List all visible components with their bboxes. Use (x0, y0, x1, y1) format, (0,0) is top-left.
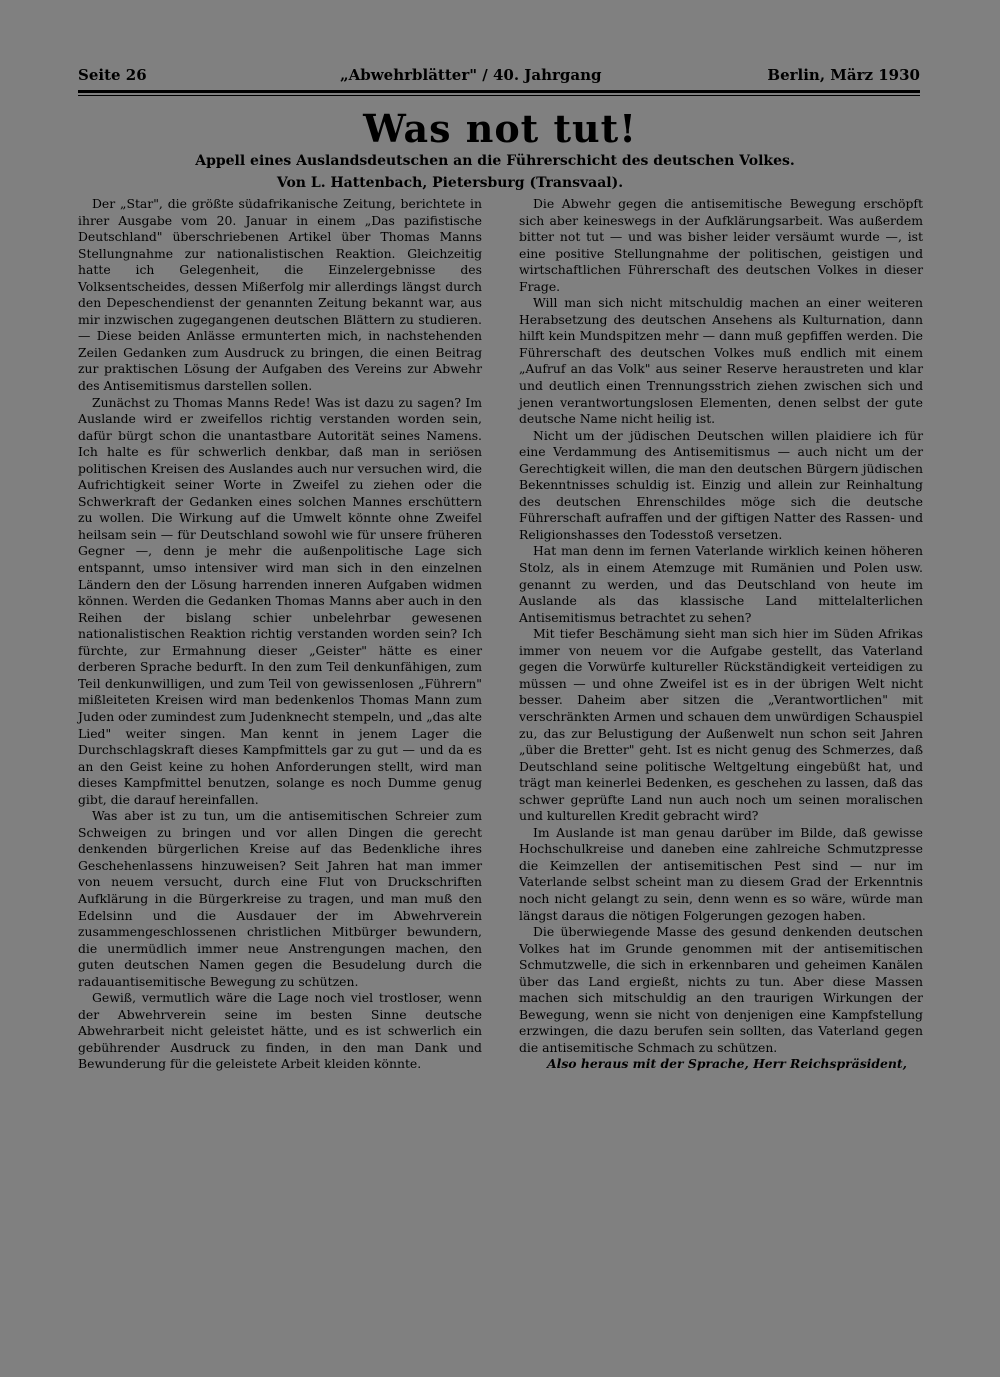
right-column (519, 196, 923, 1073)
paragraph: Im Auslande ist man genau darüber im Bilde, daß gewisse Hochschulkreise und daneben eine zahlreiche Schmutzpresse die Keimzellen der antisemitischen Pest sind — nur im Vaterlande selbst scheint man zu diesem Grad der Erkenntnis noch nicht gelangt zu sein, denn wenn es so wäre, würde man längst daraus die nötigen Folgerungen gezogen haben. (519, 824, 923, 923)
header-rule-thick (78, 90, 920, 93)
paragraph: Der „Star", die größte südafrikanische Zeitung, berichtete in ihrer Ausgabe vom 20. Januar in einem „Das pazifistische Deutschland" überschriebenen Artikel über Thomas Manns Stellungnahme zur nationalistischen Reaktion. Gleichzeitig hatte ich Gelegenheit, die Einzelergebnisse des Volksentscheides, dessen Mißerfolg mir allerdings längst durch den Depeschendienst der genannten Zeitung bekannt war, aus mir inzwischen zugegangenen deutschen Blättern zu studieren. — Diese beiden Anlässe ermunterten mich, in nachstehenden Zeilen Gedanken zum Ausdruck zu bringen, die einen Beitrag zur praktischen Lösung der Aufgaben des Vereins zur Abwehr des Antisemitismus darstellen sollen. (78, 196, 482, 394)
paragraph: Mit tiefer Beschämung sieht man sich hier im Süden Afrikas immer von neuem vor die Aufgabe gestellt, das Vaterland gegen die Vorwürfe kultureller Rückständigkeit verteidigen zu müssen — und ohne Zweifel ist es in der übrigen Welt nicht besser. Daheim aber sitzen die „Verantwortlichen" mit verschränkten Armen und schauen dem unwürdigen Schauspiel zu, das zur Belustigung der Außenwelt nun schon seit Jahren „über die Bretter" geht. Ist es nicht genug des Schmerzes, daß Deutschland seine politische Weltgeltung eingebüßt hat, und trägt man keinerlei Bedenken, es geschehen zu lassen, daß das schwer geprüfte Land nun auch noch um seinen moralischen und kulturellen Kredit gebracht wird? (519, 626, 923, 824)
page-number: Seite 26 (78, 66, 147, 84)
header-rule-thin (78, 95, 920, 96)
paragraph: Will man sich nicht mitschuldig machen an einer weiteren Herabsetzung des deutschen Ansehens als Kulturnation, dann hilft kein Mundspitzen mehr — dann muß gepfiffen werden. Die Führerschaft des deutschen Volkes muß endlich mit einem „Aufruf an das Volk" aus seiner Reserve heraustreten und klar und deutlich einen Trennungsstrich ziehen zwischen sich und jenen verantwortungslosen Elementen, denen selbst der gute deutsche Name nicht heilig ist. (519, 295, 923, 427)
place-date: Berlin, März 1930 (767, 66, 920, 84)
article-byline: Von L. Hattenbach, Pietersburg (Transvaal). (276, 175, 624, 191)
left-column (78, 196, 482, 1073)
paragraph: Nicht um der jüdischen Deutschen willen plaidiere ich für eine Verdammung des Antisemitismus — auch nicht um der Gerechtigkeit willen, die man den deutschen Bürgern jüdischen Bekenntnisses schuldig ist. Einzig und allein zur Reinhaltung des deutschen Ehrenschildes möge sich die deutsche Führerschaft aufraffen und der giftigen Natter des Rassen- und Religionshasses den Todesstoß versetzen. (519, 427, 923, 542)
page-header (78, 66, 920, 88)
paragraph: Zunächst zu Thomas Manns Rede! Was ist dazu zu sagen? Im Auslande wird er zweifellos richtig verstanden worden sein, dafür bürgt schon die unantastbare Autorität seines Namens. Ich halte es für schwerlich denkbar, daß man in seriösen politischen Kreisen des Auslandes auch nur versuchen wird, die Aufrichtigkeit seiner Worte in Zweifel zu ziehen oder die Schwerkraft der Gedanken eines solchen Mannes erschüttern zu wollen. Die Wirkung auf die Umwelt könnte ohne Zweifel heilsam sein — für Deutschland sowohl wie für unsere früheren Gegner —, denn je mehr die außenpolitische Lage sich entspannt, umso intensiver wird man sich in den einzelnen Ländern den der Lösung harrenden inneren Aufgaben widmen können. Werden die Gedanken Thomas Manns aber auch in den Reihen der bislang schier unbelehrbar gewesenen nationalistischen Reaktion richtig verstanden worden sein? Ich fürchte, zur Ermahnung dieser „Geister" hätte es einer derberen Sprache bedurft. In den zum Teil denkunfähigen, zum Teil denkunwilligen, und zum Teil von gewissenlosen „Führern" mißleiteten Kreisen wird man bedenkenlos Thomas Mann zum Juden oder zumindest zum Judenknecht stempeln, und „das alte Lied" weiter singen. Man kennt in jenem Lager die Durchschlagskraft dieses Kampfmittels gar zu gut — und da es an den Geist keine zu hohen Anforderungen stellt, wird man dieses Kampfmittel benutzen, solange es noch Dumme genug gibt, die darauf hereinfallen. (78, 394, 482, 807)
paragraph: Die überwiegende Masse des gesund denkenden deutschen Volkes hat im Grunde genommen mit der antisemitischen Schmutzwelle, die sich in erkennbaren und geheimen Kanälen über das Land ergießt, nichts zu tun. Aber diese Massen machen sich mitschuldig an den traurigen Wirkungen der Bewegung, wenn sie nicht von denjenigen eine Kampfstellung erzwingen, die dazu berufen sein sollten, das Vaterland gegen die antisemitische Schmach zu schützen. (519, 924, 923, 1055)
paragraph: Gewiß, vermutlich wäre die Lage noch viel trostloser, wenn der Abwehrverein seine im besten Sinne deutsche Abwehrarbeit nicht geleistet hätte, und es ist schwerlich ein gebührender Ausdruck zu finden, in den man Dank und Bewunderung für die geleistete Arbeit kleiden könnte. (78, 990, 482, 1072)
paragraph: Die Abwehr gegen die antisemitische Bewegung erschöpft sich aber keineswegs in der Aufklärungsarbeit. Was außerdem bitter not tut — und was bisher leider versäumt wurde —, ist eine positive Stellungnahme der politischen, geistigen und wirtschaftlichen Führerschaft des deutschen Volkes in dieser Frage. (519, 196, 923, 294)
publication-name: „Abwehrblätter" / 40. Jahrgang (340, 66, 602, 84)
article-subtitle: Appell eines Auslandsdeutschen an die Führerschicht des deutschen Volkes. (195, 153, 795, 169)
closing-line: Also heraus mit der Sprache, Herr Reichspräsident, (547, 1056, 907, 1072)
paragraph: Hat man denn im fernen Vaterlande wirklich keinen höheren Stolz, als in einem Atemzuge mit Rumänien und Polen usw. genannt zu werden, und das Deutschland von heute im Auslande als das klassische Land mittelalterlichen Antisemitismus betrachtet zu sehen? (519, 543, 923, 625)
paragraph: Was aber ist zu tun, um die antisemitischen Schreier zum Schweigen zu bringen und vor allen Dingen die gerecht denkenden bürgerlichen Kreise auf das Bedenkliche ihres Geschehenlassens hinzuweisen? Seit Jahren hat man immer von neuem versucht, durch eine Flut von Druckschriften Aufklärung in die Bürgerkreise zu tragen, und man muß den Edelsinn und die Ausdauer der im Abwehrverein zusammengeschlossenen christlichen Mitbürger bewundern, die unermüdlich immer neue Anstrengungen machen, den guten deutschen Namen gegen die Besudelung durch die radauantisemitische Bewegung zu schützen. (78, 808, 482, 989)
article-title: Was not tut! (363, 106, 637, 151)
